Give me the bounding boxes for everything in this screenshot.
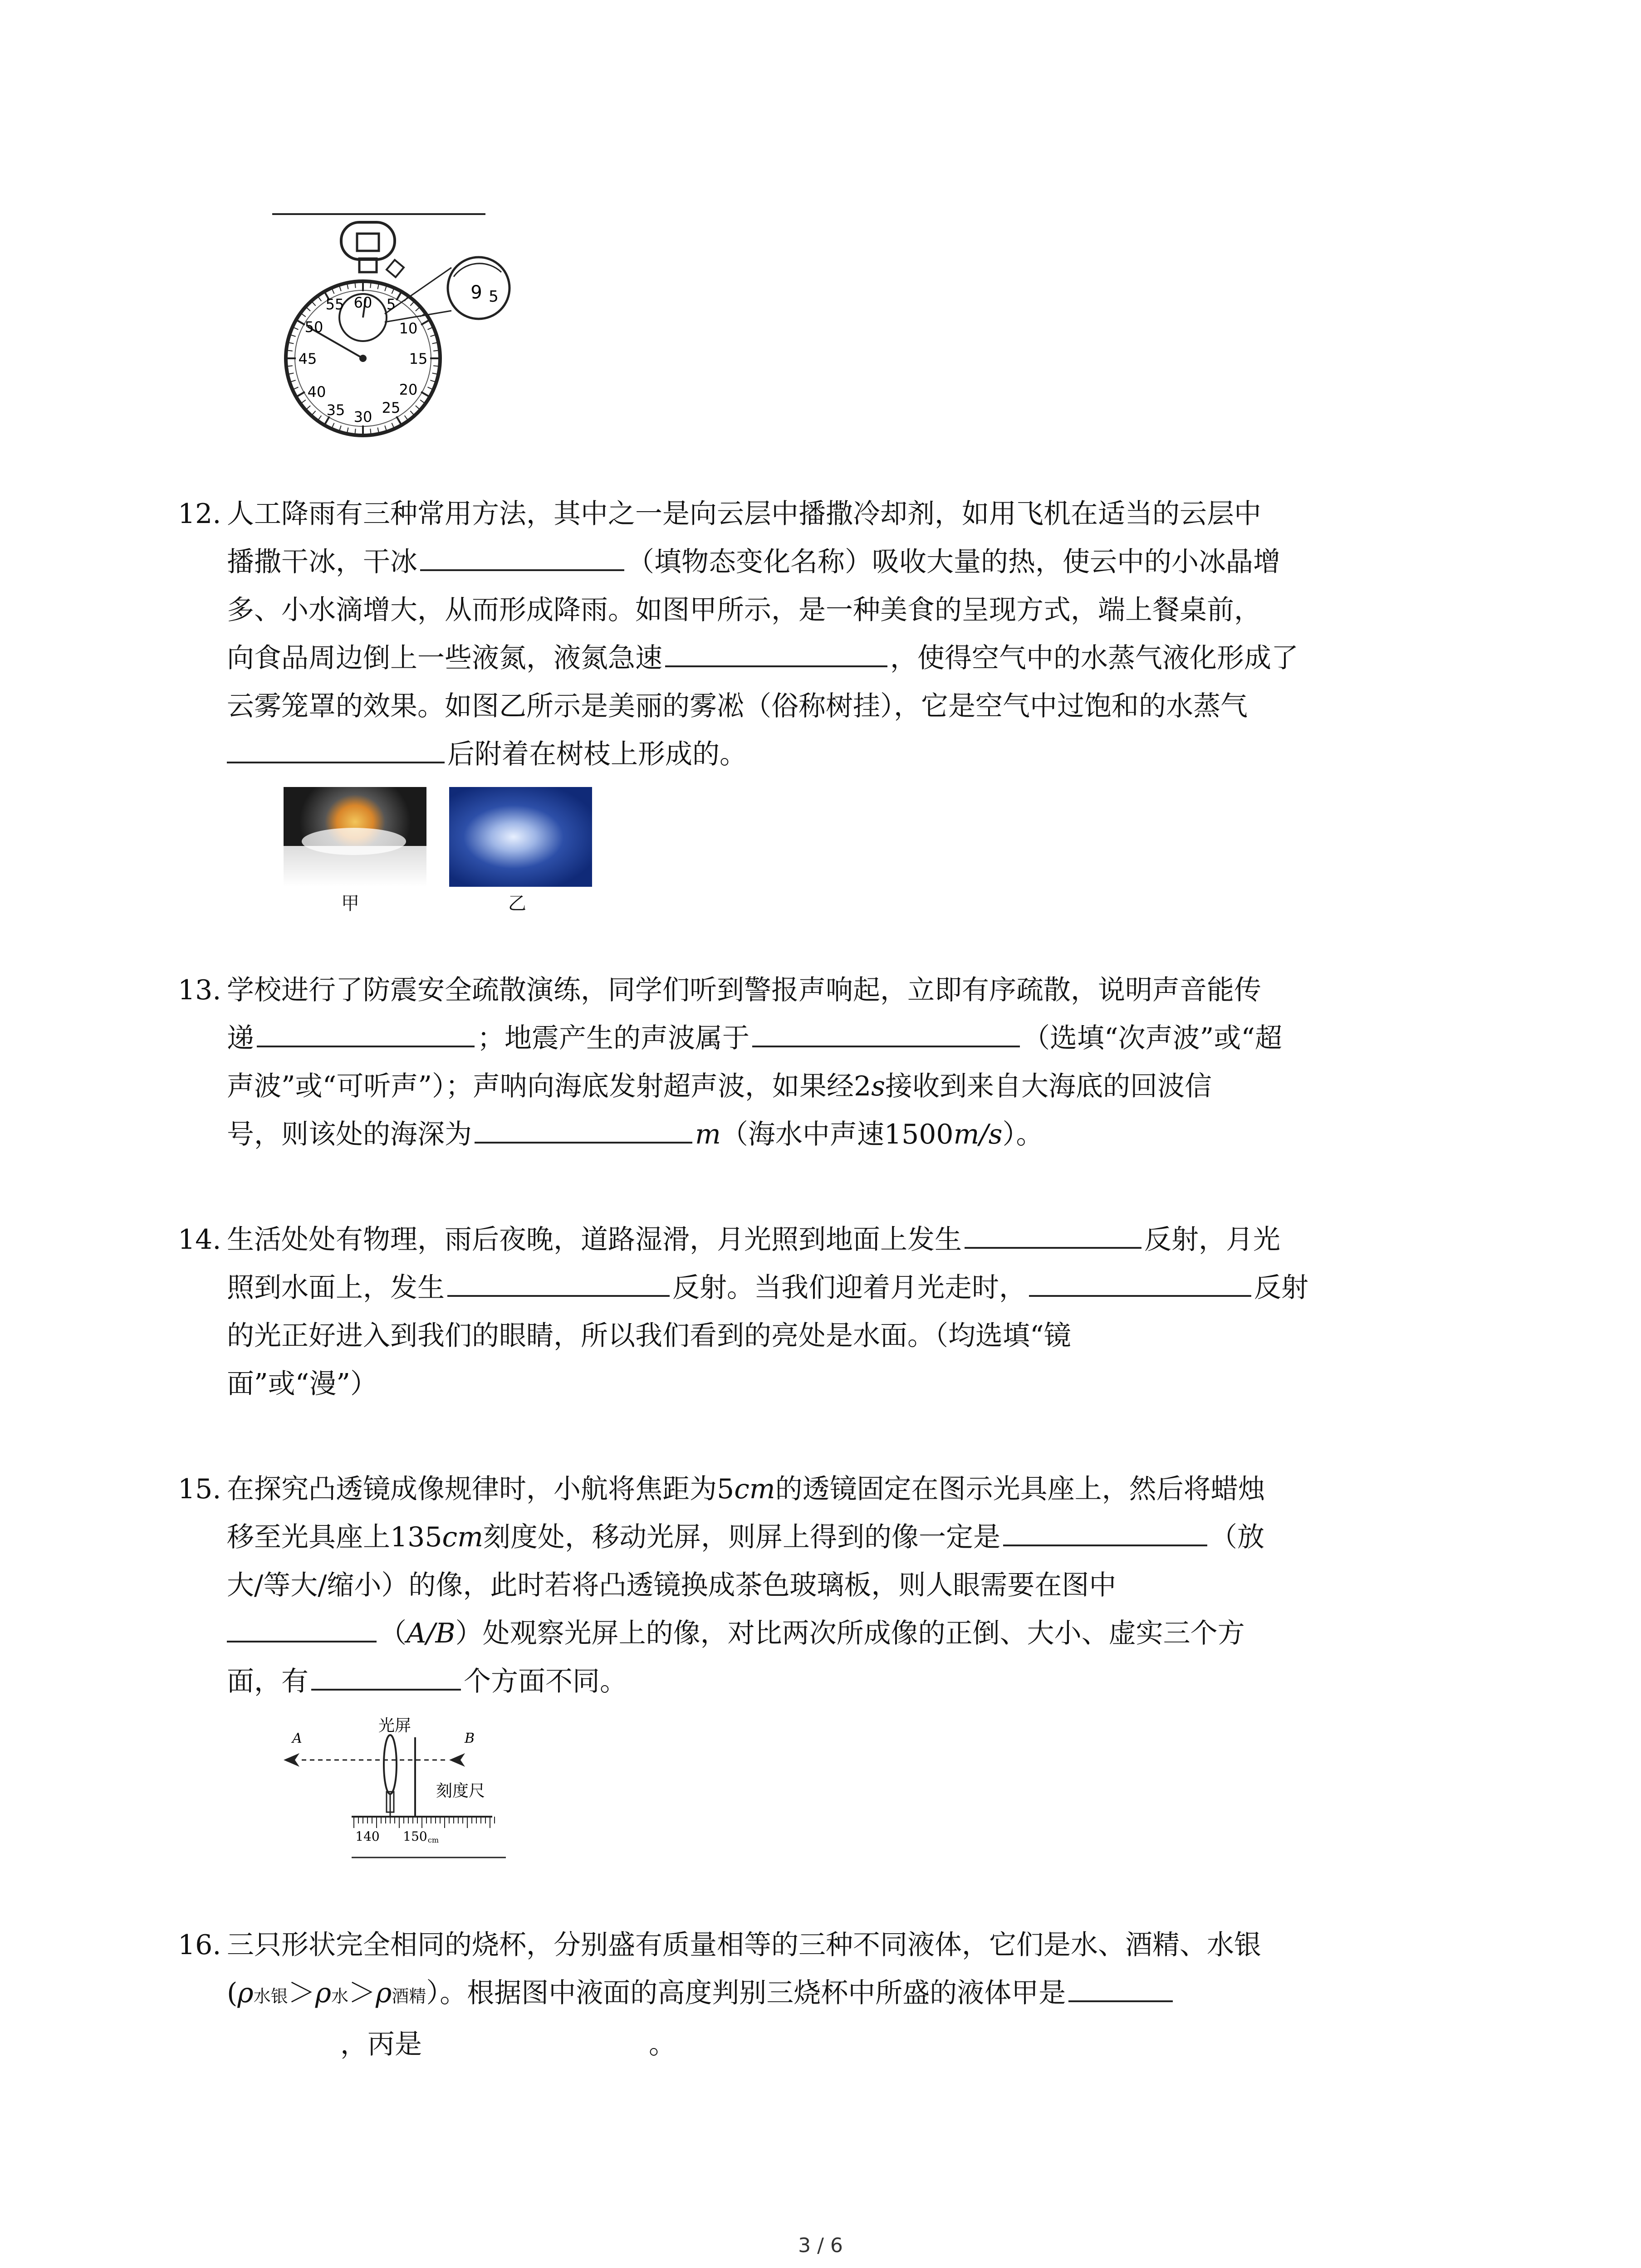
- answer-blank-2[interactable]: [752, 1043, 1020, 1047]
- label-a: A: [292, 1730, 302, 1746]
- stopwatch-tick: [416, 406, 420, 410]
- q12-line-4a: 向食品周边倒上一些液氮，液氮急速: [227, 642, 662, 674]
- q14-line-4: 面”或“漫”）: [227, 1368, 378, 1400]
- q13-unit-ms: m/s: [953, 1119, 1003, 1150]
- stopwatch-tick: [421, 392, 430, 397]
- question-16: 16. 三只形状完全相同的烧杯，分别盛有质量相等的三种不同液体，它们是水、酒精、水银 (ρ水银＞ρ水＞ρ酒精）。根据图中液面的高度判别三烧杯中所盛的液体甲是 ，丙是 。: [227, 1921, 1452, 2068]
- q12-line-1: 人工降雨有三种常用方法，其中之一是向云层中播撒冷却剂，如用飞机在适当的云层中: [227, 498, 1261, 530]
- question-12: [178, 490, 1452, 778]
- q15-line-4a: （: [379, 1618, 407, 1649]
- q14-line-1a: 生活处处有物理，雨后夜晚，道路湿滑，月光照到地面上发生: [227, 1224, 962, 1256]
- q14-line-2b: 反射。当我们迎着月光走时，: [672, 1272, 1026, 1304]
- q12-line-6b: 后附着在树枝上形成的。: [447, 738, 747, 770]
- answer-blank-1[interactable]: [965, 1244, 1141, 1249]
- stopwatch-dial-40: 40: [307, 383, 326, 401]
- caption-jia: 甲: [341, 893, 359, 914]
- q14-line-2a: 照到水面上，发生: [227, 1272, 445, 1304]
- answer-blank-3[interactable]: [227, 759, 445, 763]
- q15-line-5b: 个方面不同。: [464, 1666, 627, 1697]
- tick-unit: cm: [427, 1836, 439, 1844]
- label-screen: 光屏: [378, 1716, 411, 1735]
- q15-line-2b: 刻度处，移动光屏，则屏上得到的像一定是: [483, 1521, 1001, 1553]
- answer-blank-1[interactable]: [420, 567, 624, 571]
- stopwatch-dial-5: 5: [386, 296, 396, 313]
- q15-line-2c: （放: [1210, 1521, 1265, 1553]
- stopwatch-tick: [306, 307, 310, 311]
- q13-line-4b: （海水中声速1500: [720, 1119, 954, 1150]
- q14-line-2c: 反射: [1254, 1272, 1308, 1304]
- q15-line-1b: 的透镜固定在图示光具座上，然后将蜡烛: [775, 1473, 1265, 1505]
- stopwatch-tick: [410, 301, 414, 306]
- stopwatch-tick: [296, 320, 305, 325]
- q16-line-1: 三只形状完全相同的烧杯，分别盛有质量相等的三种不同液体，它们是水、酒精、水银: [227, 1929, 1261, 1961]
- question-13: [178, 966, 1452, 1158]
- stopwatch-dial-30: 30: [353, 408, 372, 425]
- question-number: 12.: [178, 498, 221, 530]
- stopwatch-tick: [416, 307, 420, 311]
- question-15: [178, 1465, 1452, 1706]
- q12-line-5: 云雾笼罩的效果。如图乙所示是美丽的雾凇（俗称树挂），它是空气中过饱和的水蒸气: [227, 690, 1248, 722]
- q13-line-2c: （选填“次声波”或“超: [1023, 1022, 1283, 1054]
- stopwatch-dial-60: 60: [353, 294, 372, 311]
- stopwatch-dial-50: 50: [304, 318, 323, 336]
- q13-unit-m: m: [695, 1119, 721, 1150]
- q12-line-2a: 播撒干冰，干冰: [227, 546, 417, 578]
- gt-1: ＞: [288, 1977, 315, 2009]
- stopwatch-dial-55: 55: [325, 296, 344, 313]
- sub-alcohol: 酒精: [392, 1986, 426, 2006]
- q16-line-3b: 。: [649, 2028, 676, 2060]
- stopwatch-dial-45: 45: [298, 350, 317, 367]
- stopwatch-dial-20: 20: [399, 381, 418, 398]
- question-14: [178, 1216, 1452, 1408]
- stopwatch-tick: [397, 416, 402, 425]
- question-number: 15.: [178, 1473, 221, 1505]
- q14-line-3: 的光正好进入到我们的眼睛，所以我们看到的亮处是水面。（均选填“镜: [227, 1320, 1071, 1352]
- stopwatch-tick: [311, 301, 315, 306]
- q14-line-1b: 反射，月光: [1144, 1224, 1280, 1256]
- stopwatch-inset-5: 5: [489, 288, 499, 306]
- optical-bench-figure: [279, 1715, 533, 1860]
- q13-line-1: 学校进行了防震安全疏散演练，同学们听到警报声响起，立即有序疏散，说明声音能传: [227, 974, 1261, 1006]
- stopwatch-tick: [296, 392, 305, 397]
- answer-blank-3[interactable]: [475, 1139, 692, 1144]
- question-number: 13.: [178, 974, 221, 1006]
- q15-unit-cm-1: cm: [734, 1473, 775, 1505]
- q13-line-3b: 接收到来自大海底的回波信: [885, 1070, 1212, 1102]
- stopwatch-dial-15: 15: [409, 350, 428, 367]
- stopwatch-figure: [272, 209, 526, 463]
- sub-mercury: 水银: [253, 1986, 288, 2006]
- stopwatch-tick: [311, 411, 315, 415]
- stopwatch-dial-10: 10: [399, 320, 418, 337]
- answer-blank-2[interactable]: [227, 1638, 377, 1642]
- rho-1: ρ: [237, 1977, 254, 2009]
- stopwatch-tick: [306, 406, 310, 410]
- sub-water: 水: [331, 1986, 349, 2006]
- rime-photo-yi: [449, 787, 592, 887]
- q13-line-2a: 递: [227, 1022, 254, 1054]
- stopwatch-tick: [421, 320, 430, 325]
- q12-line-4b: ，使得空气中的水蒸气液化形成了: [890, 642, 1298, 674]
- q12-line-3: 多、小水滴增大，从而形成降雨。如图甲所示，是一种美食的呈现方式，端上餐桌前，: [227, 594, 1261, 626]
- q15-unit-cm-2: cm: [442, 1521, 484, 1553]
- label-b: B: [464, 1730, 475, 1746]
- page-number: 3 / 6: [798, 2234, 843, 2257]
- tick-150: 150: [403, 1829, 427, 1844]
- answer-blank-2[interactable]: [665, 663, 887, 667]
- answer-blank-2[interactable]: [447, 1292, 670, 1297]
- answer-blank-3[interactable]: [311, 1686, 461, 1691]
- question-number: 16.: [178, 1929, 221, 1961]
- answer-blank-1[interactable]: [257, 1043, 475, 1047]
- q15-line-1a: 在探究凸透镜成像规律时，小航将焦距为5: [227, 1473, 735, 1505]
- gt-2: ＞: [348, 1977, 376, 2009]
- q15-line-2a: 移至光具座上135: [227, 1521, 442, 1553]
- rho-2: ρ: [315, 1977, 331, 2009]
- q15-line-5a: 面，有: [227, 1666, 309, 1697]
- q13-line-3a: 声波”或“可听声”）；声呐向海底发射超声波，如果经2: [227, 1070, 872, 1102]
- q15-line-3: 大/等大/缩小）的像，此时若将凸透镜换成茶色玻璃板，则人眼需要在图中: [227, 1569, 1117, 1601]
- food-photo-jia: [284, 787, 426, 887]
- answer-blank-3[interactable]: [1029, 1292, 1251, 1297]
- stopwatch-dial-35: 35: [326, 401, 345, 419]
- q16-line-2b: ）。根据图中液面的高度判别三烧杯中所盛的液体甲是: [426, 1977, 1066, 2009]
- q13-line-2b: ；地震产生的声波属于: [477, 1022, 749, 1054]
- label-ruler: 刻度尺: [436, 1782, 485, 1800]
- answer-blank-1[interactable]: [1003, 1542, 1207, 1546]
- q12-line-2b: （填物态变化名称）吸收大量的热，使云中的小冰晶增: [627, 546, 1280, 578]
- caption-yi: 乙: [508, 893, 526, 914]
- q13-unit-s: s: [871, 1070, 885, 1102]
- stopwatch-dial-25: 25: [382, 399, 401, 416]
- q13-line-4c: ）。: [1002, 1119, 1043, 1150]
- ruler-ticks: [354, 1817, 495, 1828]
- stopwatch-inset-9: 9: [470, 282, 482, 303]
- q15-ab: A/B: [407, 1618, 456, 1649]
- stopwatch-tick: [397, 292, 402, 300]
- q16-line-3a: ，丙是: [340, 2028, 422, 2060]
- tick-140: 140: [355, 1829, 380, 1844]
- q13-line-4a: 号，则该处的海深为: [227, 1119, 472, 1150]
- q15-line-4b: ）处观察光屏上的像，对比两次所成像的正倒、大小、虚实三个方: [455, 1618, 1245, 1649]
- question-number: 14.: [178, 1224, 221, 1256]
- answer-blank-1[interactable]: [1068, 1998, 1173, 2002]
- rho-3: ρ: [376, 1977, 392, 2009]
- stopwatch-tick: [410, 411, 414, 415]
